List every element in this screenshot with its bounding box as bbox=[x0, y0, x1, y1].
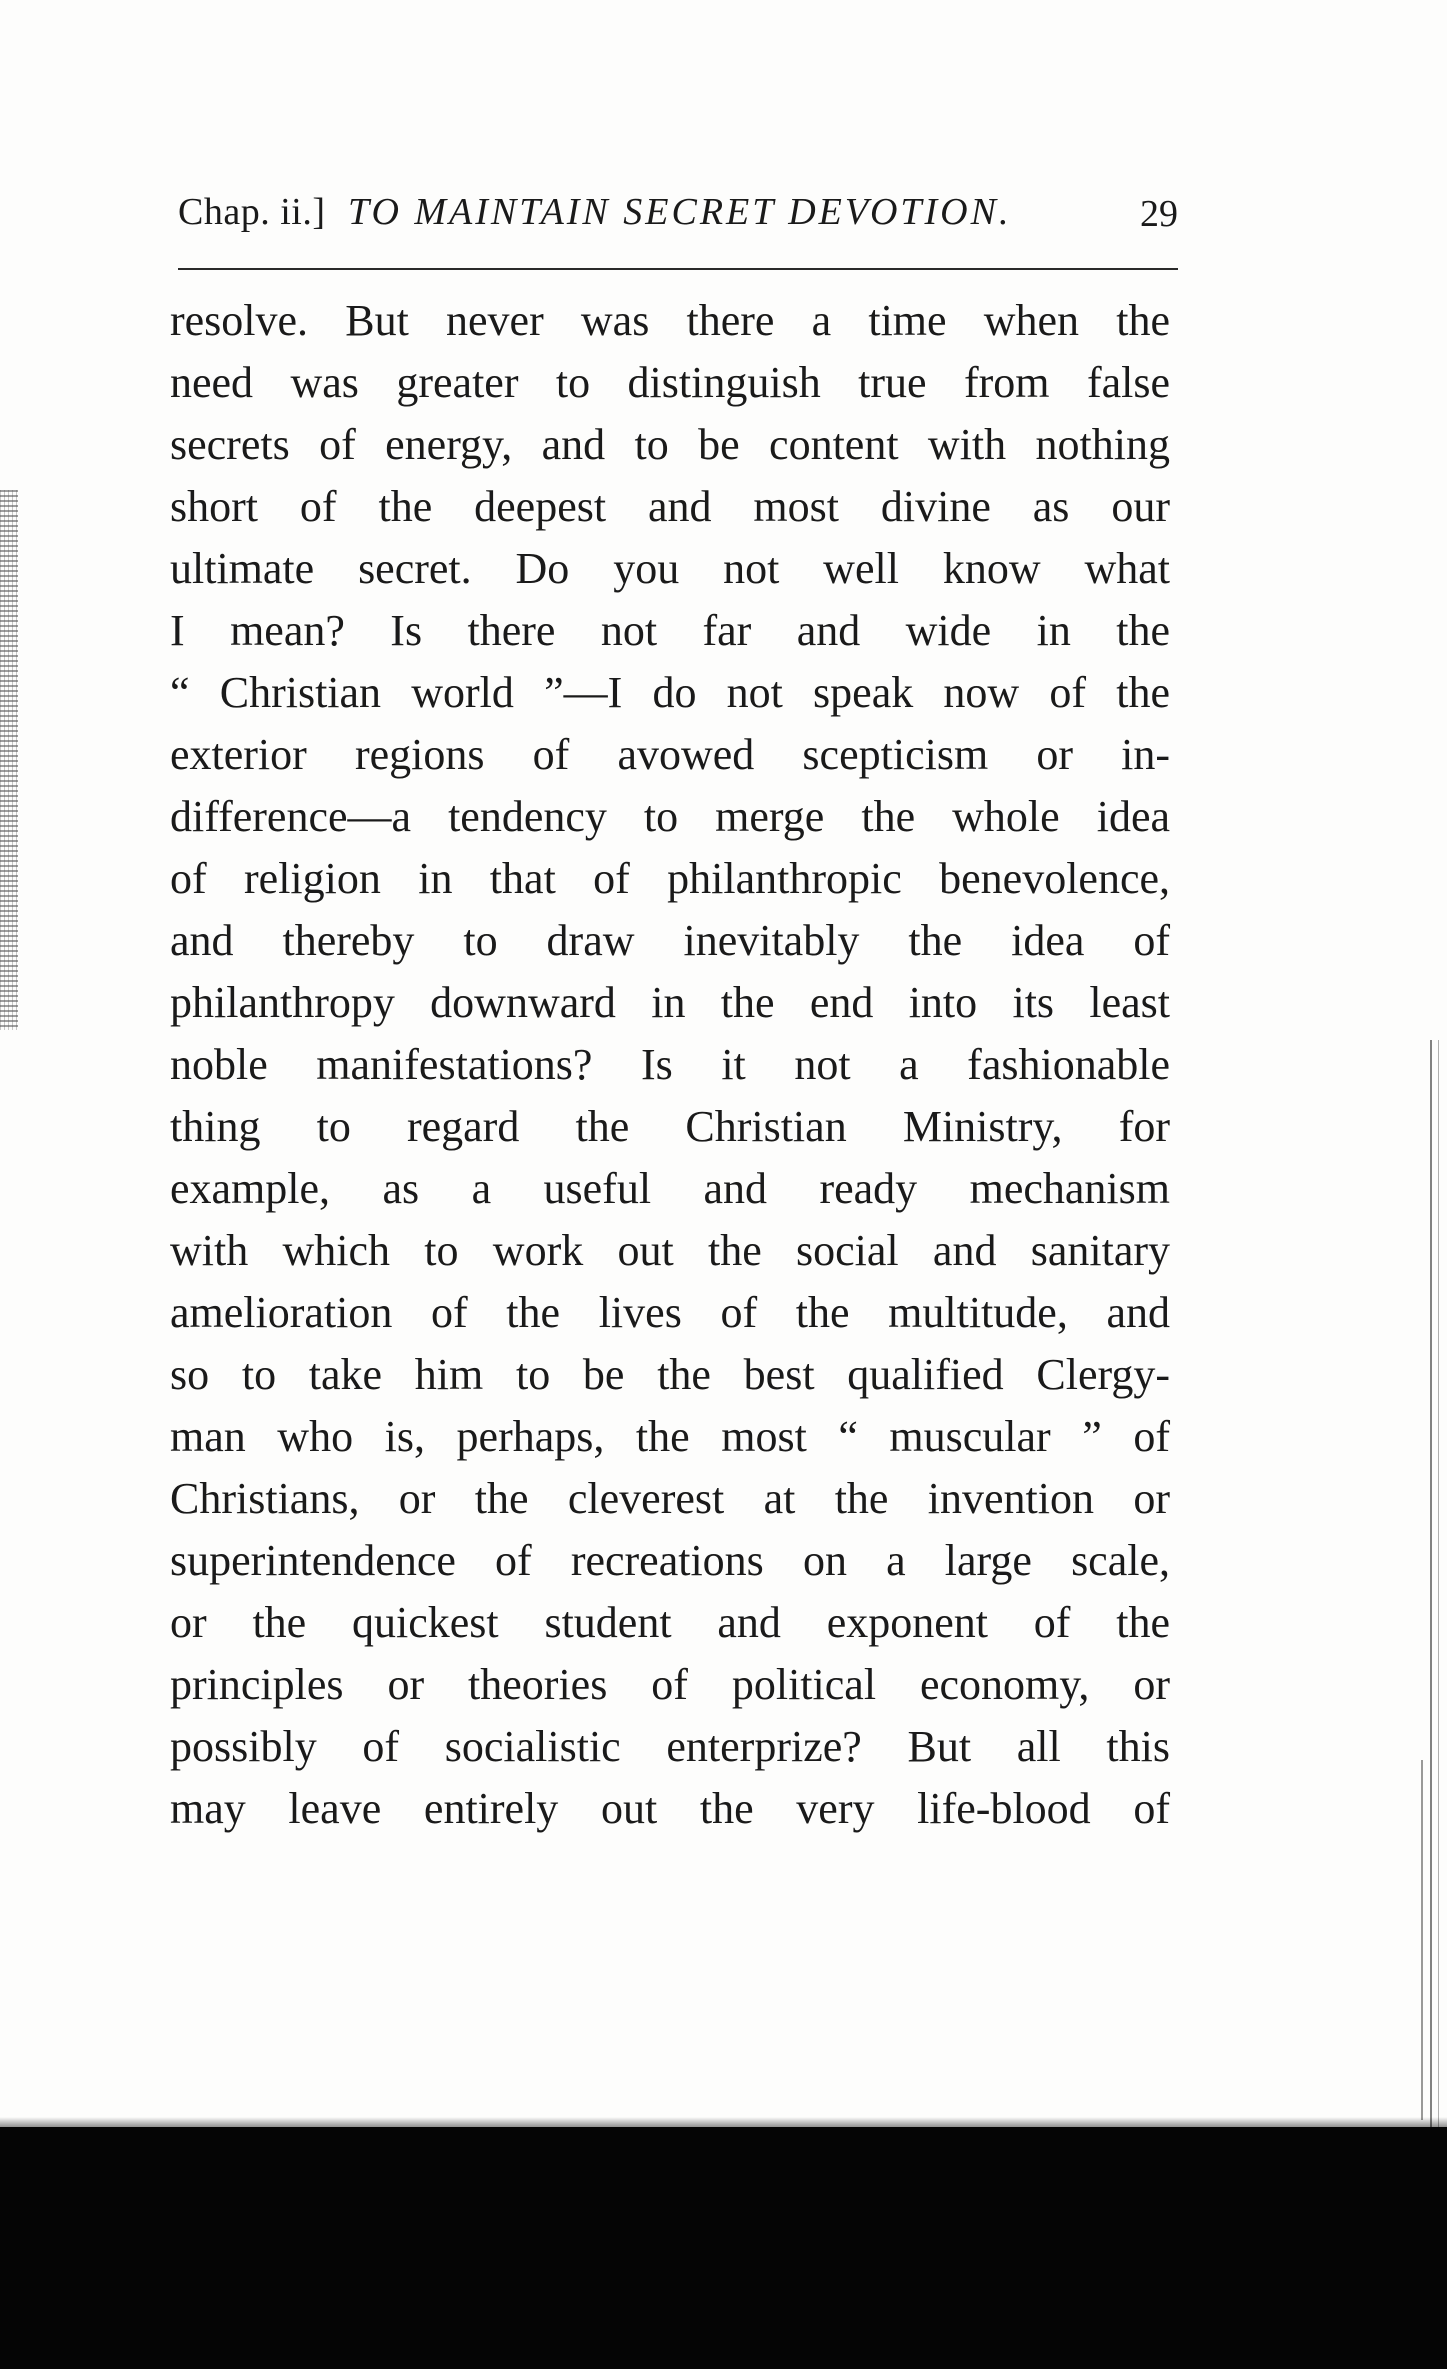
text-line: philanthropy downward in the end into its least bbox=[170, 978, 1170, 1027]
page-edge-right-inner bbox=[1421, 1760, 1423, 2120]
text-line: may leave entirely out the very life-blood of bbox=[170, 1784, 1170, 1833]
text-line: possibly of socialistic enterprize? But all this bbox=[170, 1722, 1170, 1771]
header-rule bbox=[178, 268, 1178, 270]
text-line: thing to regard the Christian Ministry, for bbox=[170, 1102, 1170, 1151]
text-line: of religion in that of philanthropic benevolence, bbox=[170, 854, 1170, 903]
body-text bbox=[170, 290, 1170, 1840]
text-line: with which to work out the social and sanitary bbox=[170, 1226, 1170, 1275]
text-line: or the quickest student and exponent of the bbox=[170, 1598, 1170, 1647]
running-title: TO MAINTAIN SECRET DEVOTION. bbox=[348, 191, 1012, 233]
text-line: and thereby to draw inevitably the idea of bbox=[170, 916, 1170, 965]
text-line: ultimate secret. Do you not well know what bbox=[170, 544, 1170, 593]
scan-bottom-band bbox=[0, 2127, 1447, 2369]
text-line: need was greater to distinguish true from false bbox=[170, 358, 1170, 407]
text-line: principles or theories of political economy, or bbox=[170, 1660, 1170, 1709]
text-line: superintendence of recreations on a large scale, bbox=[170, 1536, 1170, 1585]
page-number: 29 bbox=[1140, 193, 1178, 235]
running-chapter: Chap. ii.] bbox=[178, 191, 326, 233]
text-line: noble manifestations? Is it not a fashionable bbox=[170, 1040, 1170, 1089]
running-header bbox=[178, 190, 1178, 260]
text-line: resolve. But never was there a time when the bbox=[170, 296, 1170, 345]
text-line: “ Christian world ”—I do not speak now of the bbox=[170, 668, 1170, 717]
page-edge-right bbox=[1430, 1040, 1439, 2140]
text-line: exterior regions of avowed scepticism or in- bbox=[170, 730, 1170, 779]
binding-edge bbox=[0, 490, 18, 1030]
text-line: I mean? Is there not far and wide in the bbox=[170, 606, 1170, 655]
text-line: secrets of energy, and to be content with nothing bbox=[170, 420, 1170, 469]
text-line: short of the deepest and most divine as our bbox=[170, 482, 1170, 531]
text-line: amelioration of the lives of the multitude, and bbox=[170, 1288, 1170, 1337]
text-line: difference—a tendency to merge the whole idea bbox=[170, 792, 1170, 841]
text-line: so to take him to be the best qualified Clergy- bbox=[170, 1350, 1170, 1399]
text-line: man who is, perhaps, the most “ muscular ” of bbox=[170, 1412, 1170, 1461]
text-line: example, as a useful and ready mechanism bbox=[170, 1164, 1170, 1213]
text-line: Christians, or the cleverest at the invention or bbox=[170, 1474, 1170, 1523]
